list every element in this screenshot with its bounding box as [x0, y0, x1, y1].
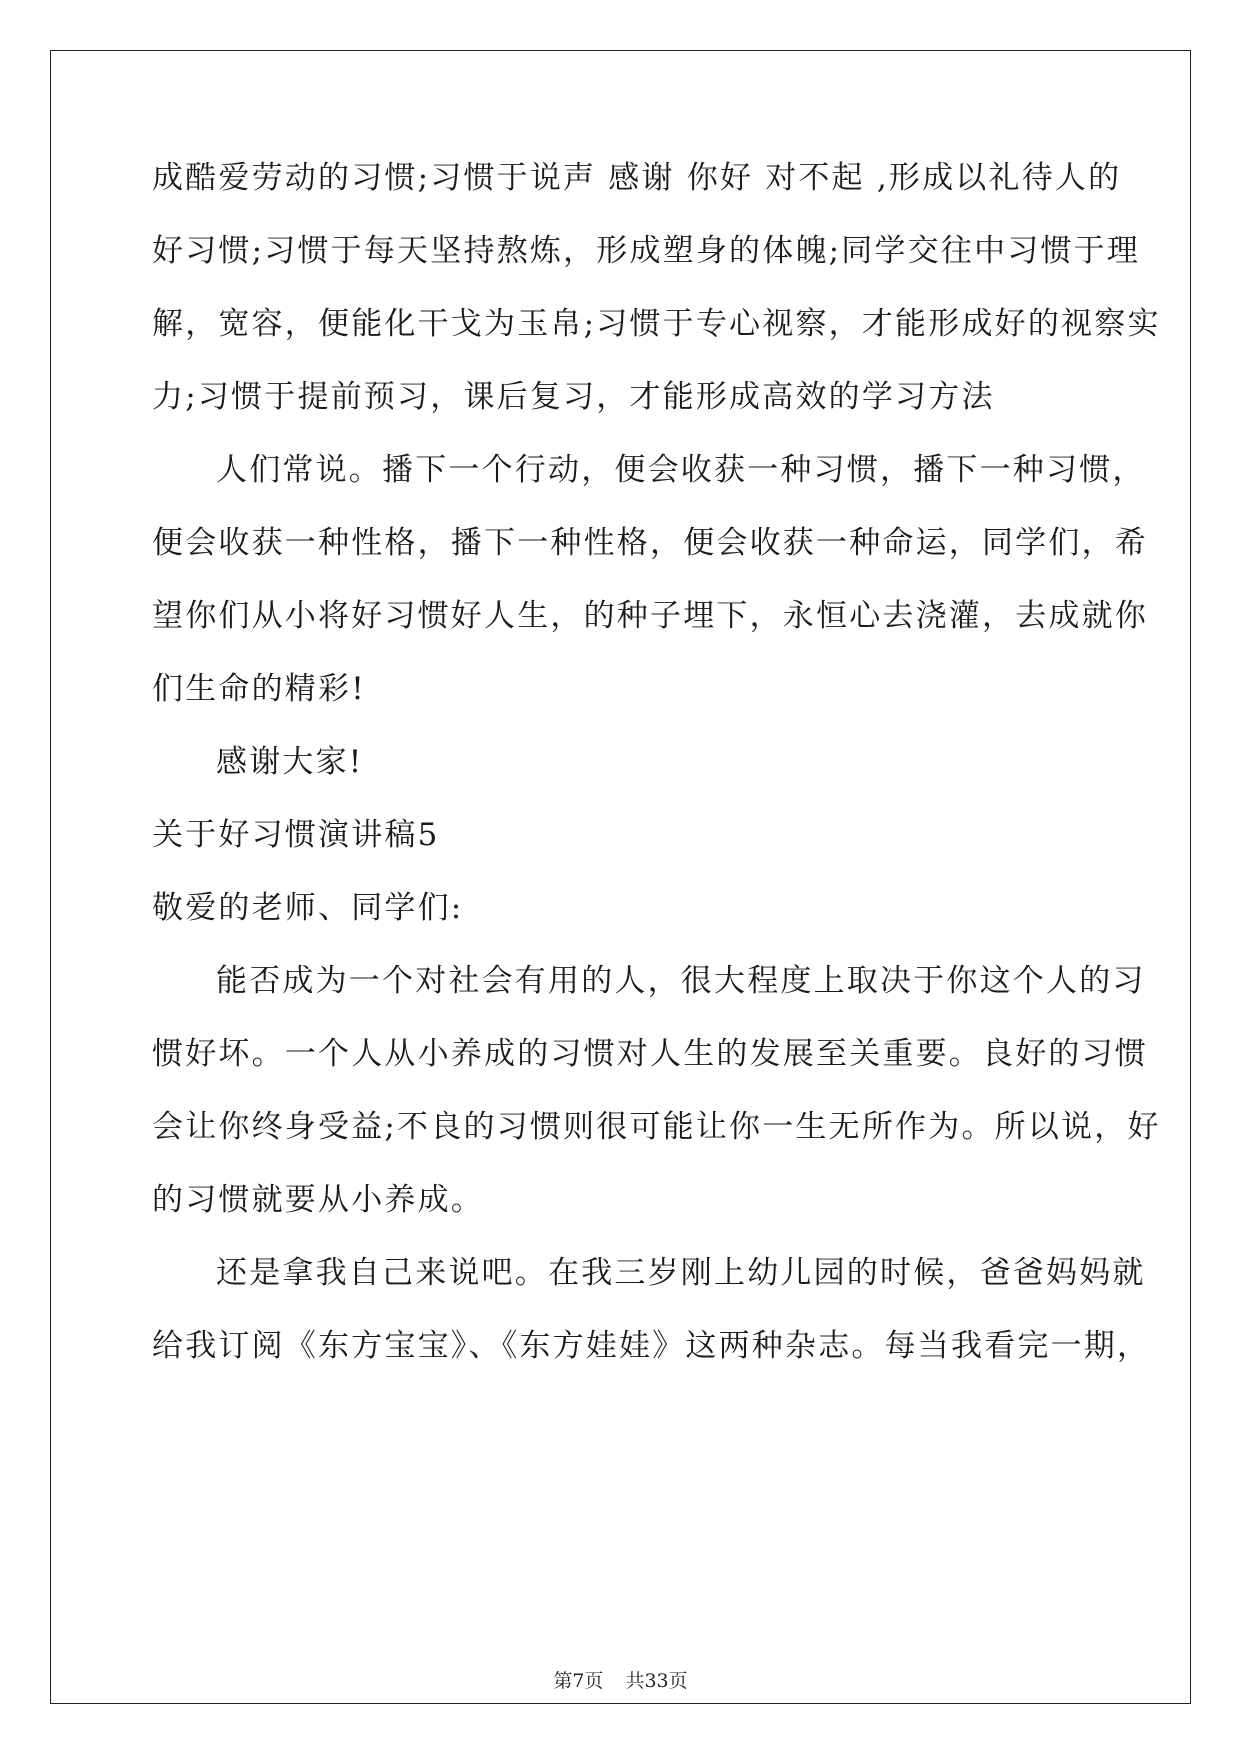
- page-number: 第7页: [553, 1670, 604, 1692]
- salutation: 敬爱的老师、同学们:: [152, 890, 464, 926]
- paragraph-start: 人们常说。播下一个行动，便会收获一种习惯，播下一种习惯，: [216, 452, 1146, 488]
- text-line: 惯好坏。一个人从小养成的习惯对人生的发展至关重要。良好的习惯: [152, 1036, 1148, 1072]
- paragraph-start: 还是拿我自己来说吧。在我三岁刚上幼儿园的时候，爸爸妈妈就: [216, 1255, 1146, 1291]
- text-line: 望你们从小将好习惯好人生，的种子埋下，永恒心去浇灌，去成就你: [152, 598, 1148, 634]
- text-line: 会让你终身受益;不良的习惯则很可能让你一生无所作为。所以说，好: [152, 1109, 1161, 1145]
- paragraph-start: 能否成为一个对社会有用的人，很大程度上取决于你这个人的习: [216, 963, 1146, 999]
- text-line: 好习惯;习惯于每天坚持熬炼，形成塑身的体魄;同学交往中习惯于理: [152, 233, 1141, 269]
- page-total: 共33页: [625, 1670, 688, 1692]
- text-line: 成酷爱劳动的习惯;习惯于说声 感谢 你好 对不起 ,形成以礼待人的: [152, 160, 1122, 196]
- text-line: 的习惯就要从小养成。: [152, 1182, 484, 1218]
- text-line: 们生命的精彩!: [152, 671, 366, 707]
- text-line: 力;习惯于提前预习，课后复习，才能形成高效的学习方法: [152, 379, 995, 415]
- page-border: [50, 50, 1191, 1704]
- page-footer: [0, 1666, 1241, 1693]
- text-line: 便会收获一种性格，播下一种性格，便会收获一种命运，同学们，希: [152, 525, 1148, 561]
- text-line: 给我订阅《东方宝宝》、《东方娃娃》这两种杂志。每当我看完一期，: [152, 1328, 1151, 1364]
- text-line: 解，宽容，便能化干戈为玉帛;习惯于专心视察，才能形成好的视察实: [152, 306, 1161, 342]
- closing-thanks: 感谢大家!: [216, 744, 364, 780]
- section-heading: 关于好习惯演讲稿5: [152, 817, 440, 853]
